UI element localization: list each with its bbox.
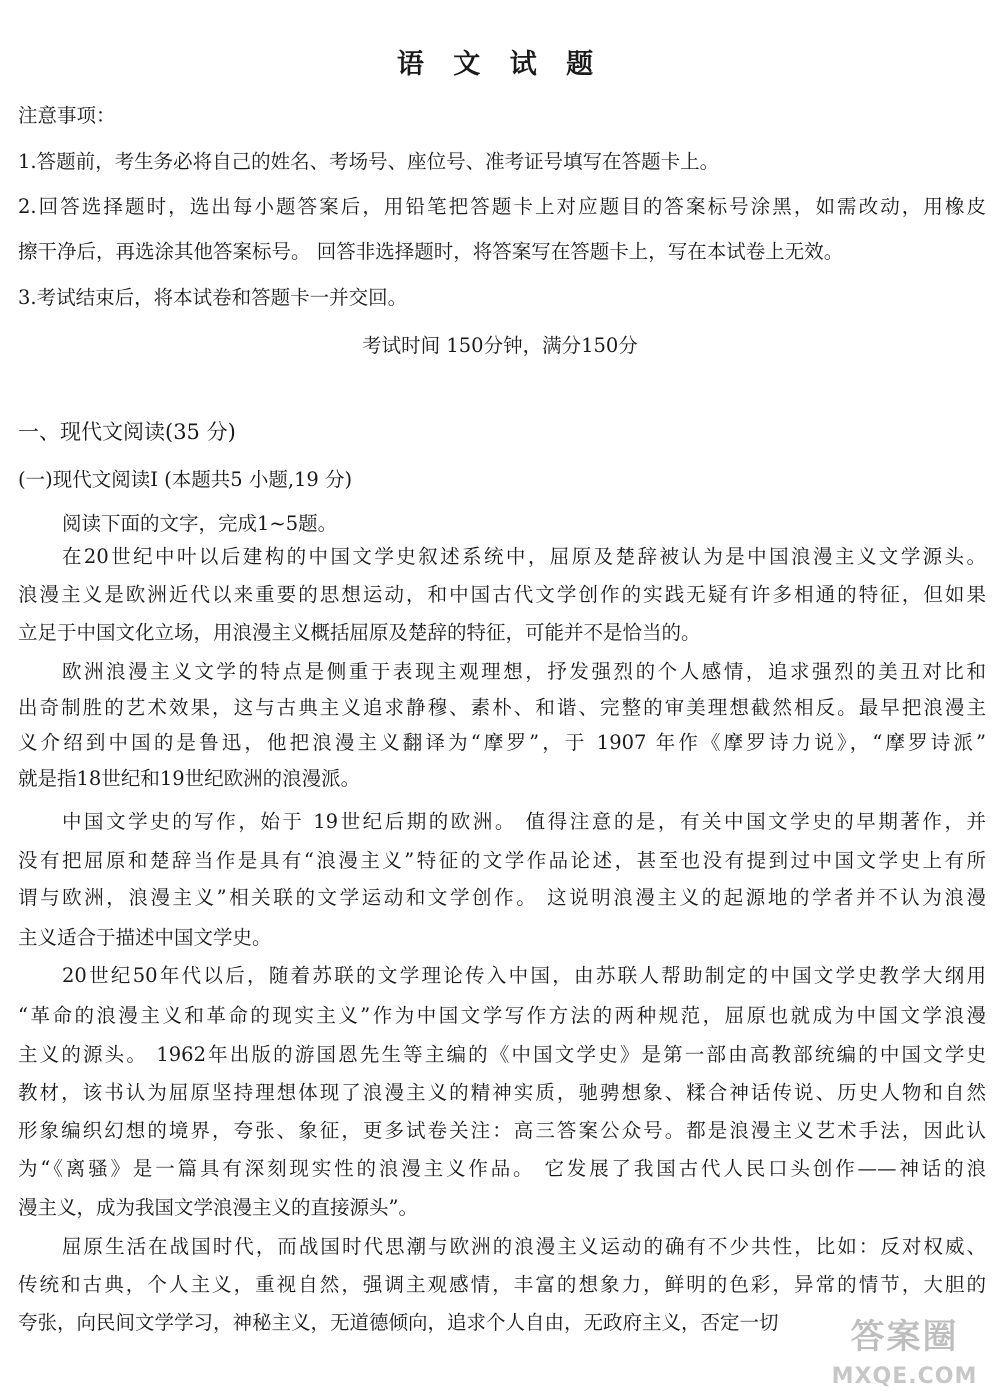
passage-line: 主义的源头。 1962年出版的游国恩先生等主编的《中国文学史》是第一部由高教部统编的中国文学史 — [18, 1043, 986, 1066]
passage-line: 就是指18世纪和19世纪欧洲的浪漫派。 — [18, 767, 361, 790]
passage-line: 形象编织幻想的境界，夸张、象征，更多试卷关注：高三答案公众号。都是浪漫主义艺术手法，因此认 — [18, 1119, 986, 1142]
passage-line: “革命的浪漫主义和革命的现实主义”作为中国文学写作方法的两种规范，屈原也就成为中国文学浪漫 — [18, 1004, 986, 1027]
passage-line: 没有把屈原和楚辞当作是具有“浪漫主义”特征的文学作品论述，甚至也没有提到过中国文学史上有所 — [18, 849, 986, 872]
watermark-url: MXQE.COM — [831, 1364, 978, 1389]
passage-line: 屈原生活在战国时代，而战国时代思潮与欧洲的浪漫主义运动的确有不少共性，比如：反对权威、 — [62, 1235, 986, 1258]
notice-item-3: 3.考试结束后，将本试卷和答题卡一并交回。 — [18, 286, 408, 309]
passage-line: 漫主义，成为我国文学浪漫主义的直接源头”。 — [18, 1196, 418, 1219]
notice-item-2-line-2: 擦干净后，再选涂其他答案标号。 回答非选择题时，将答案写在答题卡上，写在本试卷上无效。 — [18, 240, 844, 263]
passage-line: 欧洲浪漫主义文学的特点是侧重于表现主观理想，抒发强烈的个人感情，追求强烈的美丑对比和 — [62, 660, 986, 683]
passage-line: 浪漫主义是欧洲近代以来重要的思想运动，和中国古代文学创作的实践无疑有许多相通的特征，但如果 — [18, 583, 986, 606]
notice-heading: 注意事项： — [18, 104, 116, 127]
passage-line: 谓与欧洲，浪漫主义”相关联的文学运动和文学创作。 这说明浪漫主义的起源地的学者并不认为浪漫 — [18, 886, 986, 909]
passage-line: 在20世纪中叶以后建构的中国文学史叙述系统中，屈原及楚辞被认为是中国浪漫主义文学源头。 — [62, 545, 986, 568]
passage-line: 夸张，向民间文学学习，神秘主义，无道德倾向，追求个人自由，无政府主义，否定一切 — [18, 1311, 779, 1334]
notice-item-2-line-1: 2.回答选择题时，选出每小题答案后，用铅笔把答题卡上对应题目的答案标号涂黑，如需改动，用橡皮 — [18, 195, 986, 218]
reading-instruction: 阅读下面的文字，完成1~5题。 — [62, 512, 338, 535]
passage-line: 立足于中国文化立场，用浪漫主义概括屈原及楚辞的特征，可能并不是恰当的。 — [18, 621, 701, 644]
passage-line: 出奇制胜的艺术效果，这与古典主义追求静穆、素朴、和谐、完整的审美理想截然相反。最早把浪漫主 — [18, 696, 986, 719]
passage-line: 传统和古典，个人主义，重视自然，强调主观感情，丰富的想象力，鲜明的色彩，异常的情节，大胆的 — [18, 1273, 986, 1296]
passage-line: 20世纪50年代以后，随着苏联的文学理论传入中国，由苏联人帮助制定的中国文学史教学大纲用 — [62, 964, 986, 987]
sub-section-heading: (一)现代文阅读Ⅰ (本题共5 小题,19 分) — [18, 468, 353, 491]
page-title: 语 文 试 题 — [396, 49, 604, 80]
passage-line: 义介绍到中国的是鲁迅，他把浪漫主义翻译为“摩罗”，于 1907 年作《摩罗诗力说》，“摩罗诗派” — [18, 731, 986, 754]
section-heading: 一、现代文阅读(35 分) — [18, 420, 236, 444]
notice-item-1: 1.答题前，考生务必将自己的姓名、考场号、座位号、准考证号填写在答题卡上。 — [18, 150, 720, 173]
passage-line: 教材，该书认为屈原坚持理想体现了浪漫主义的精神实质，驰骋想象、糅合神话传说、历史人物和自然 — [18, 1081, 986, 1104]
passage-line: 主义适合于描述中国文学史。 — [18, 926, 272, 949]
passage-line: 中国文学史的写作，始于 19世纪后期的欧洲。 值得注意的是，有关中国文学史的早期著作，并 — [62, 810, 986, 833]
passage-line: 为“《离骚》是一篇具有深刻现实性的浪漫主义作品。 它发展了我国古代人民口头创作——神话的浪 — [18, 1157, 986, 1180]
watermark-logo — [817, 1309, 992, 1389]
exam-time: 考试时间 150分钟，满分150分 — [362, 334, 638, 357]
watermark-text: 答案圈 — [850, 1317, 959, 1357]
